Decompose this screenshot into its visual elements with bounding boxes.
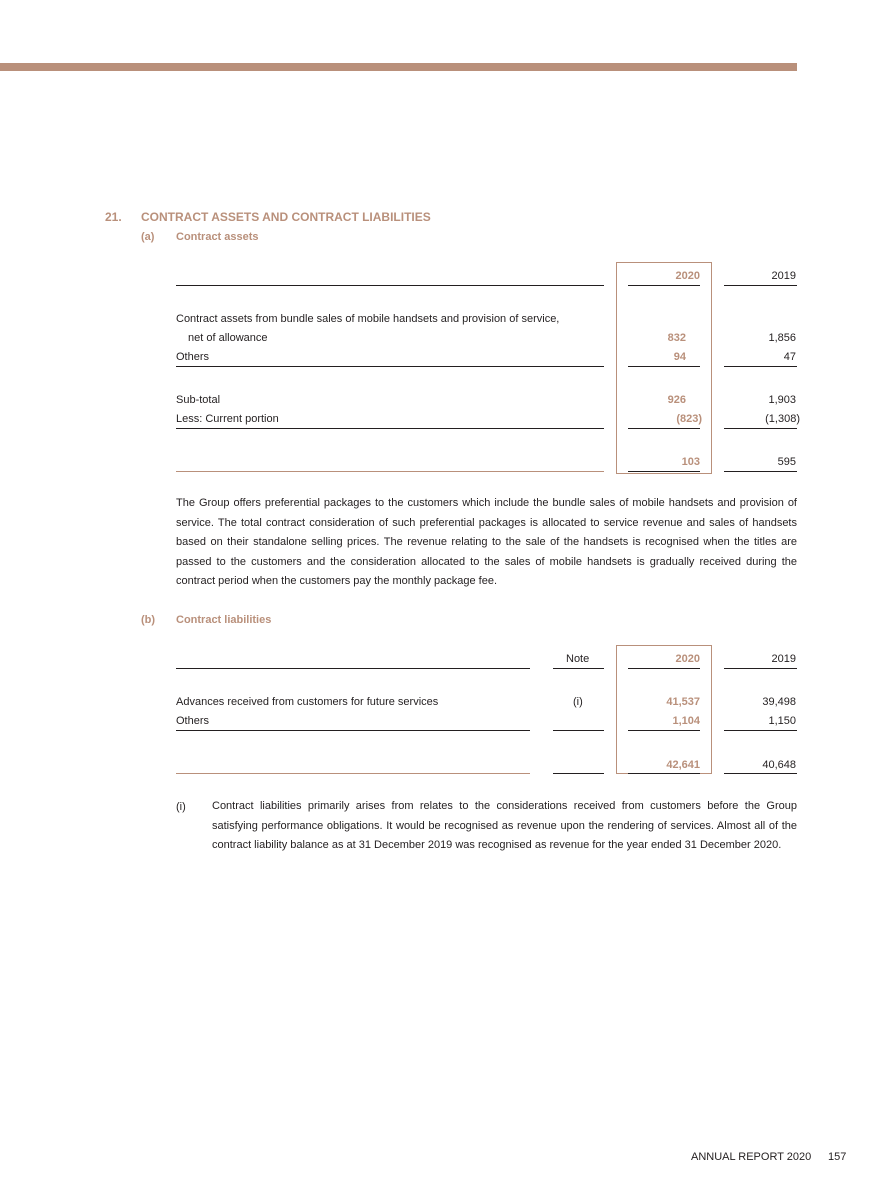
row-value-2019: (1,308) xyxy=(765,413,800,425)
liabilities-header-rule-2020 xyxy=(628,668,700,669)
liabilities-subtotal-rule-2019 xyxy=(724,730,797,731)
liabilities-col-note: Note xyxy=(566,653,590,665)
assets-total-rule-label xyxy=(176,471,604,472)
row-note: (i) xyxy=(573,696,583,708)
liabilities-total-rule-2020 xyxy=(628,773,700,774)
assets-total-2019: 595 xyxy=(777,456,796,468)
liabilities-col-2019: 2019 xyxy=(771,653,796,665)
subsection-a-letter: (a) xyxy=(141,231,155,243)
liabilities-total-rule-label xyxy=(176,773,530,774)
row-value-2020: 832 xyxy=(667,332,686,344)
assets-current-rule-label xyxy=(176,428,604,429)
subsection-b-letter: (b) xyxy=(141,614,156,626)
liabilities-col-2020: 2020 xyxy=(675,653,700,665)
assets-explanation-paragraph: The Group offers preferential packages to the customers which include the bundle sales of mobile handsets and provision of service. The total contract consideration of such preferential packages is allocated to service revenue and sales of handsets based on their standalone selling prices. The revenue relating to the sale of the handsets is recognised when the titles are passed to the customers and the consideration allocated to the sales of mobile handsets is gradually received during the contract period when the customers pay the monthly package fee. xyxy=(176,497,797,588)
assets-total-2020: 103 xyxy=(681,456,700,468)
liabilities-header-rule-2019 xyxy=(724,668,797,669)
liabilities-subtotal-rule-label xyxy=(176,730,530,731)
subsection-b-title: Contract liabilities xyxy=(176,614,272,626)
row-label: Others xyxy=(176,715,210,727)
header-accent-bar xyxy=(0,63,797,71)
row-value-2019: 1,903 xyxy=(768,394,796,406)
section-number: 21. xyxy=(105,210,122,224)
assets-total-rule-2020 xyxy=(628,471,700,472)
assets-col-2020: 2020 xyxy=(675,270,700,282)
liabilities-total-rule-note xyxy=(553,773,604,774)
liabilities-total-2019: 40,648 xyxy=(762,759,796,771)
assets-subtotal-rule-label xyxy=(176,366,604,367)
row-value-2020: (823) xyxy=(676,413,702,425)
row-label: Advances received from customers for future services xyxy=(176,696,439,708)
liabilities-total-2020: 42,641 xyxy=(666,759,700,771)
row-value-2019: 1,856 xyxy=(768,332,796,344)
page-number: 157 xyxy=(828,1151,847,1163)
assets-current-rule-2020 xyxy=(628,428,700,429)
row-value-2019: 47 xyxy=(783,351,796,363)
assets-2020-highlight-box xyxy=(616,262,712,474)
liabilities-header-rule-label xyxy=(176,668,530,669)
assets-subtotal-rule-2020 xyxy=(628,366,700,367)
subsection-a-title: Contract assets xyxy=(176,231,259,243)
liabilities-subtotal-rule-2020 xyxy=(628,730,700,731)
footnote-marker: (i) xyxy=(176,801,186,813)
row-label: Sub-total xyxy=(176,394,221,406)
row-label: Contract assets from bundle sales of mobile handsets and provision of service, xyxy=(176,313,560,325)
assets-col-2019: 2019 xyxy=(771,270,796,282)
row-value-2020: 926 xyxy=(667,394,686,406)
row-label: Less: Current portion xyxy=(176,413,279,425)
section-title: CONTRACT ASSETS AND CONTRACT LIABILITIES xyxy=(141,210,431,224)
assets-header-rule-2019 xyxy=(724,285,797,286)
row-label: Others xyxy=(176,351,210,363)
liabilities-header-rule-note xyxy=(553,668,604,669)
footnote-paragraph: Contract liabilities primarily arises from relates to the considerations received from customers before the Group satisfying performance obligations. It would be recognised as revenue upon the rendering of services. Almost all of the contract liability balance as at 31 December 2019 was recognised as revenue for the year ended 31 December 2020. xyxy=(212,800,797,852)
liabilities-subtotal-rule-note xyxy=(553,730,604,731)
assets-header-rule-label xyxy=(176,285,604,286)
assets-total-rule-2019 xyxy=(724,471,797,472)
assets-header-rule-2020 xyxy=(628,285,700,286)
row-value-2020: 94 xyxy=(673,351,686,363)
row-value-2020: 41,537 xyxy=(666,696,700,708)
row-value-2019: 39,498 xyxy=(762,696,796,708)
footer-report-title: ANNUAL REPORT 2020 xyxy=(691,1151,812,1163)
row-value-2020: 1,104 xyxy=(672,715,700,727)
assets-subtotal-rule-2019 xyxy=(724,366,797,367)
assets-current-rule-2019 xyxy=(724,428,797,429)
liabilities-total-rule-2019 xyxy=(724,773,797,774)
row-value-2019: 1,150 xyxy=(768,715,796,727)
row-label: net of allowance xyxy=(188,332,268,344)
